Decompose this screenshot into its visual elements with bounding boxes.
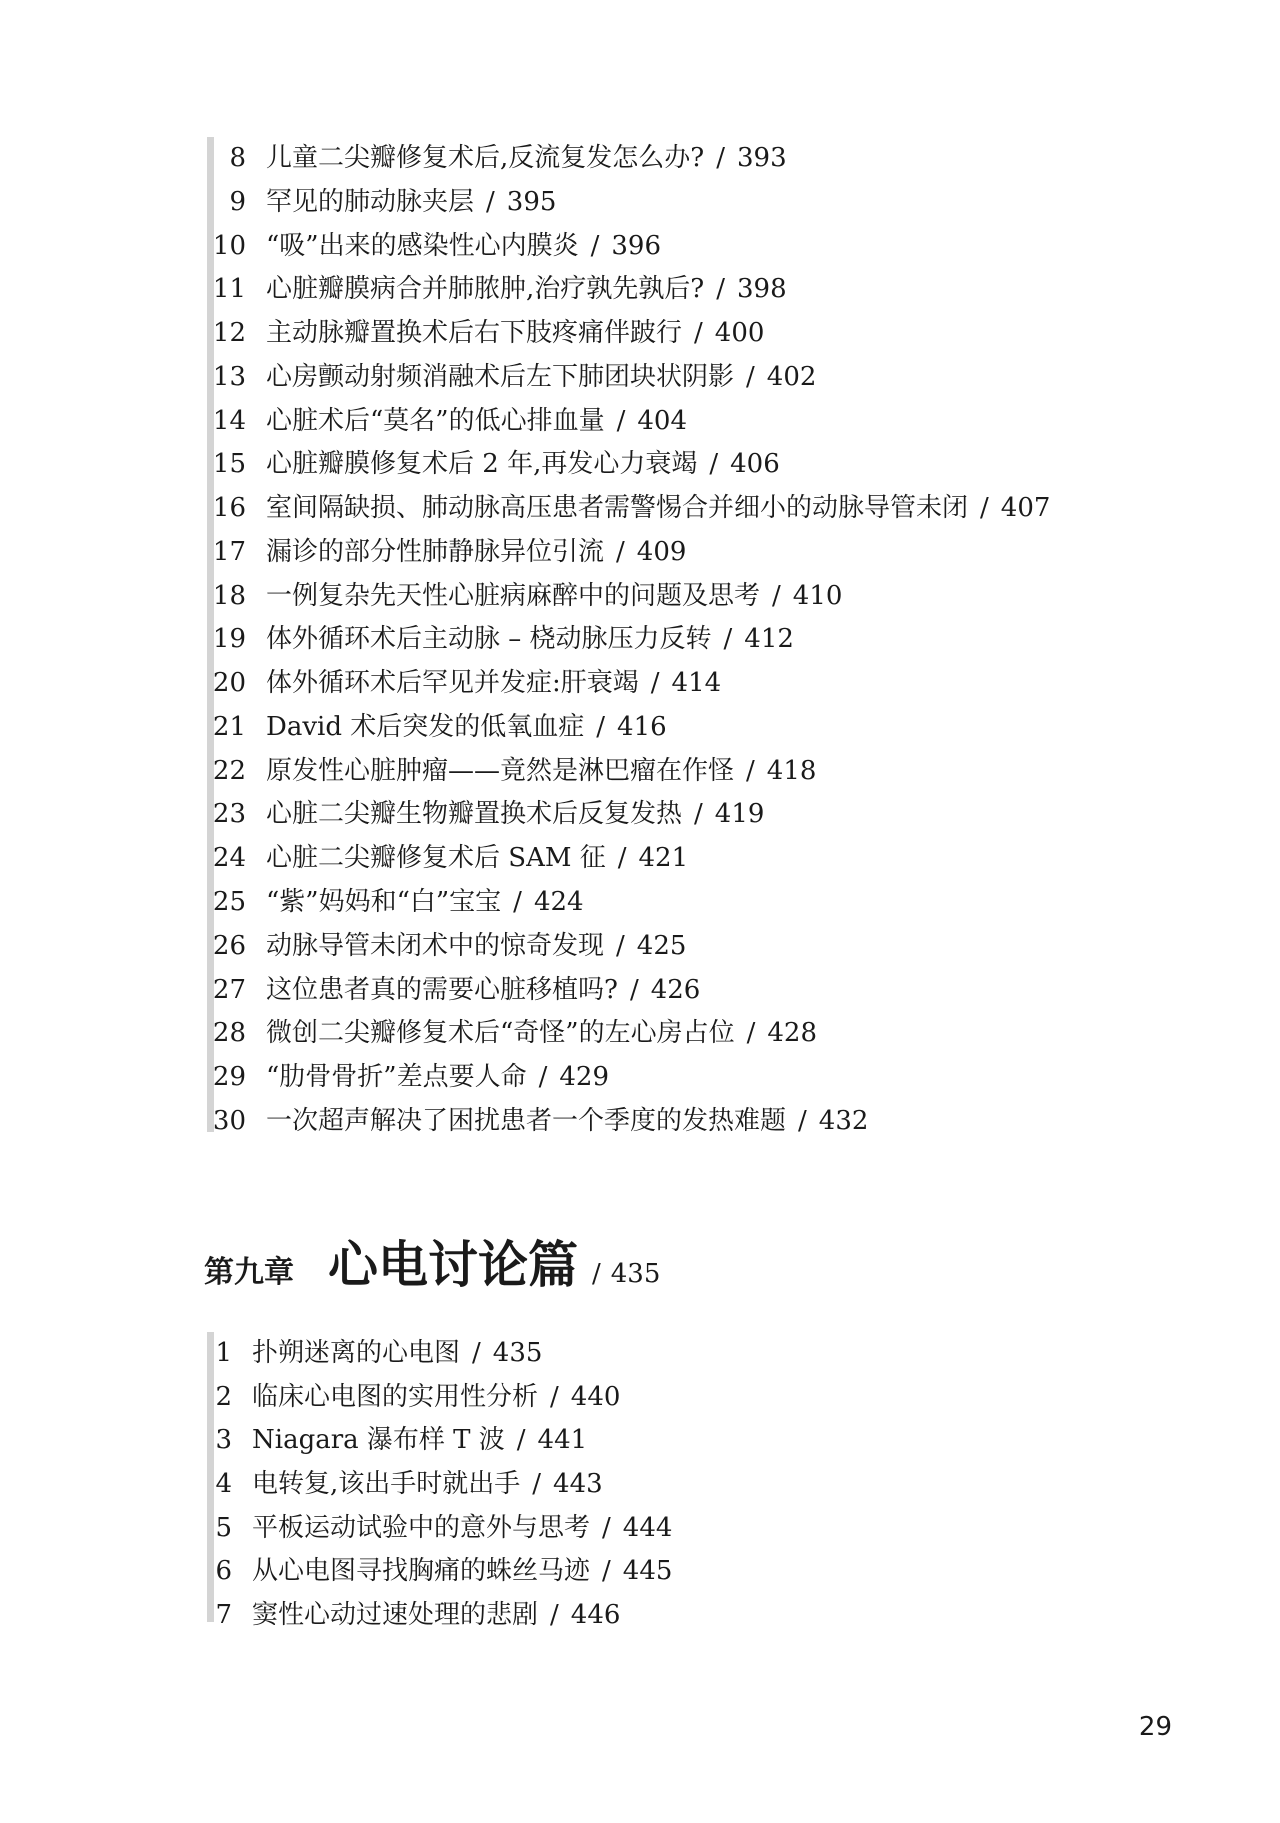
toc-entry-separator: / (709, 449, 719, 480)
chapter-label: 第九章 (204, 1255, 294, 1290)
toc-entry-number: 16 (212, 493, 246, 524)
toc-entry (214, 356, 1050, 400)
toc-entry-number: 14 (212, 405, 246, 436)
toc-entry-separator: / (694, 799, 703, 830)
toc-entry-separator: / (513, 887, 522, 918)
toc-entry-separator: / (538, 1062, 548, 1093)
toc-entry-page: 429 (559, 1062, 609, 1093)
toc-entry-number: 27 (212, 974, 246, 1005)
toc-entry (214, 443, 1050, 487)
toc-entry-title: 体外循环术后主动脉 – 桡动脉压力反转 (266, 624, 712, 655)
page-number: 29 (1138, 1712, 1172, 1742)
toc-entry-number: 1 (215, 1338, 232, 1368)
toc-entry-page: 440 (570, 1381, 621, 1412)
toc-entry-page: 425 (636, 930, 687, 961)
toc-entry (214, 1012, 1050, 1056)
toc-entry-number: 13 (212, 361, 246, 392)
toc-entry-separator: / (550, 1600, 559, 1631)
toc-entry-separator: / (616, 405, 626, 436)
toc-entry-title: 心脏瓣膜修复术后 2 年,再发心力衰竭 (266, 449, 698, 480)
toc-entry (214, 1463, 672, 1507)
toc-entry-title: 心脏术后“莫名”的低心排血量 (266, 405, 605, 436)
toc-entry-separator: / (516, 1425, 526, 1456)
toc-entry-separator: / (590, 230, 600, 261)
toc-entry (214, 575, 1050, 619)
toc-entry-number: 28 (212, 1018, 246, 1049)
toc-entry (214, 969, 1050, 1013)
toc-entry-number: 22 (212, 755, 246, 786)
toc-entry-page: 421 (638, 843, 689, 874)
toc-entry-page: 445 (622, 1556, 673, 1587)
toc-entry-title: 临床心电图的实用性分析 (252, 1381, 539, 1412)
toc-entry-number: 6 (215, 1556, 232, 1587)
toc-entry (214, 312, 1050, 356)
toc-entry (214, 137, 1050, 181)
toc-entry-separator: / (746, 361, 755, 392)
toc-entry-number: 26 (212, 930, 246, 961)
toc-entry-separator: / (650, 668, 660, 699)
toc-entry (214, 1056, 1050, 1100)
toc-entry-page: 410 (792, 580, 843, 611)
toc-entry-separator: / (694, 318, 703, 349)
toc-entry-number: 20 (212, 668, 246, 699)
toc-entry-page: 424 (533, 887, 584, 918)
toc-entry-number: 24 (212, 843, 246, 874)
toc-entry-number: 4 (215, 1469, 232, 1500)
chapter-page-number: 435 (610, 1259, 661, 1289)
toc-entry-number: 21 (212, 711, 246, 742)
toc-entry-title: 心脏二尖瓣修复术后 SAM 征 (266, 843, 606, 874)
toc-entry-page: 441 (537, 1425, 588, 1456)
toc-entry-number: 17 (212, 536, 246, 567)
toc-entry-page: 416 (617, 711, 667, 742)
toc-entry (214, 1376, 672, 1420)
toc-section-1 (207, 137, 1051, 1136)
toc-entry-number: 11 (212, 274, 246, 305)
toc-entry-title: 心脏瓣膜病合并肺脓肿,治疗孰先孰后? (266, 274, 705, 305)
toc-entry (214, 1332, 672, 1376)
toc-entry (214, 181, 1050, 225)
toc-entry-number: 12 (212, 318, 246, 349)
toc-entry-title: 微创二尖瓣修复术后“奇怪”的左心房占位 (266, 1018, 735, 1049)
toc-entry (214, 1100, 1050, 1144)
toc-entry-title: 动脉导管未闭术中的惊奇发现 (266, 930, 605, 961)
toc-entry-page: 407 (1000, 493, 1051, 524)
toc-entry-number: 23 (212, 799, 246, 830)
toc-entry-separator: / (602, 1512, 611, 1543)
toc-entry-page: 409 (636, 536, 687, 567)
toc-entry-number: 3 (215, 1425, 232, 1456)
toc-entry (214, 793, 1050, 837)
toc-entry-title: 这位患者真的需要心脏移植吗? (266, 974, 618, 1005)
toc-entry-title: 心房颤动射频消融术后左下肺团块状阴影 (266, 361, 735, 392)
toc-entry-page: 406 (730, 449, 780, 480)
toc-entry (214, 618, 1050, 662)
toc-entry (214, 531, 1050, 575)
toc-entry-title: 主动脉瓣置换术后右下肢疼痛伴跛行 (266, 318, 683, 349)
toc-entry-title: Niagara 瀑布样 T 波 (252, 1425, 505, 1456)
toc-entry-separator: / (616, 930, 625, 961)
toc-entry-number: 19 (212, 624, 246, 655)
toc-entry-title: 一例复杂先天性心脏病麻醉中的问题及思考 (266, 580, 761, 611)
toc-entry-title: 原发性心脏肿瘤——竟然是淋巴瘤在作怪 (266, 755, 735, 786)
toc-entry-page: 426 (650, 974, 701, 1005)
toc-entry-separator: / (772, 580, 781, 611)
toc-entry-separator: / (746, 1018, 756, 1049)
chapter-separator: / (592, 1259, 601, 1289)
toc-entry-separator: / (798, 1105, 807, 1136)
toc-entry-title: 平板运动试验中的意外与思考 (252, 1512, 591, 1543)
toc-entry-page: 414 (671, 668, 722, 699)
toc-entry-number: 9 (229, 186, 246, 217)
toc-entry-title: David 术后突发的低氧血症 (266, 711, 585, 742)
toc-entry-page: 435 (492, 1338, 543, 1368)
toc-entry-separator: / (716, 143, 725, 173)
toc-entry-title: 罕见的肺动脉夹层 (266, 186, 475, 217)
toc-entry-separator: / (532, 1469, 542, 1500)
toc-entry-page: 400 (714, 318, 765, 349)
toc-list-2 (214, 1332, 672, 1638)
toc-entry-title: 电转复,该出手时就出手 (252, 1469, 521, 1500)
toc-entry-separator: / (596, 711, 606, 742)
chapter-title: 心电讨论篇 (328, 1236, 578, 1294)
toc-entry-number: 7 (215, 1600, 232, 1631)
toc-entry-separator: / (617, 843, 627, 874)
toc-entry-number: 18 (212, 580, 246, 611)
toc-entry-separator: / (716, 274, 725, 305)
toc-entry (214, 925, 1050, 969)
toc-entry-separator: / (616, 536, 625, 567)
toc-entry (214, 1594, 672, 1638)
toc-entry-title: 室间隔缺损、肺动脉高压患者需警惕合并细小的动脉导管未闭 (266, 493, 969, 524)
toc-entry-title: 窦性心动过速处理的悲剧 (252, 1600, 539, 1631)
toc-entry-separator: / (723, 624, 733, 655)
toc-entry-title: 从心电图寻找胸痛的蛛丝马迹 (252, 1556, 591, 1587)
toc-entry-title: 儿童二尖瓣修复术后,反流复发怎么办? (266, 143, 705, 173)
toc-entry-page: 419 (714, 799, 765, 830)
toc-entry (214, 881, 1050, 925)
toc-entry-title: 一次超声解决了困扰患者一个季度的发热难题 (266, 1105, 787, 1136)
toc-entry-separator: / (629, 974, 639, 1005)
toc-entry-page: 446 (570, 1600, 621, 1631)
toc-entry-page: 443 (553, 1469, 603, 1500)
toc-entry (214, 1550, 672, 1594)
toc-section-2 (207, 1332, 673, 1631)
toc-entry-number: 10 (212, 230, 246, 261)
toc-entry-number: 2 (215, 1381, 232, 1412)
toc-entry-title: 扑朔迷离的心电图 (252, 1338, 461, 1368)
toc-entry-separator: / (486, 186, 495, 217)
toc-entry-page: 402 (766, 361, 817, 392)
toc-entry-number: 25 (212, 887, 246, 918)
toc-entry-page: 393 (736, 143, 787, 173)
toc-entry (214, 1507, 672, 1551)
toc-entry-title: “紫”妈妈和“白”宝宝 (266, 887, 502, 918)
toc-entry-page: 396 (611, 230, 661, 261)
toc-entry-page: 412 (744, 624, 794, 655)
toc-entry-page: 395 (506, 186, 557, 217)
toc-entry (214, 268, 1050, 312)
toc-entry-separator: / (602, 1556, 611, 1587)
toc-entry-title: “吸”出来的感染性心内膜炎 (266, 230, 579, 261)
toc-entry (214, 662, 1050, 706)
toc-entry (214, 1419, 672, 1463)
toc-entry-page: 404 (637, 405, 687, 436)
toc-entry-separator: / (472, 1338, 481, 1368)
toc-entry-title: “肋骨骨折”差点要人命 (266, 1062, 527, 1093)
toc-entry-page: 432 (818, 1105, 869, 1136)
toc-entry-title: 体外循环术后罕见并发症:肝衰竭 (266, 668, 639, 699)
toc-entry-page: 444 (622, 1512, 673, 1543)
toc-entry-number: 30 (212, 1105, 246, 1136)
toc-entry (214, 837, 1050, 881)
toc-entry-number: 15 (212, 449, 246, 480)
toc-entry-separator: / (746, 755, 755, 786)
toc-entry (214, 750, 1050, 794)
toc-entry-separator: / (980, 493, 989, 524)
toc-entry (214, 225, 1050, 269)
toc-entry (214, 400, 1050, 444)
toc-entry-number: 5 (215, 1512, 232, 1543)
toc-list-1 (214, 137, 1050, 1144)
toc-entry-title: 心脏二尖瓣生物瓣置换术后反复发热 (266, 799, 683, 830)
toc-entry-separator: / (550, 1381, 559, 1412)
toc-entry-page: 418 (766, 755, 817, 786)
toc-entry (214, 706, 1050, 750)
toc-entry (214, 487, 1050, 531)
toc-entry-number: 8 (229, 143, 246, 173)
chapter-heading (204, 1225, 660, 1295)
toc-entry-page: 398 (736, 274, 787, 305)
toc-entry-title: 漏诊的部分性肺静脉异位引流 (266, 536, 605, 567)
toc-entry-number: 29 (212, 1062, 246, 1093)
toc-entry-page: 428 (767, 1018, 817, 1049)
